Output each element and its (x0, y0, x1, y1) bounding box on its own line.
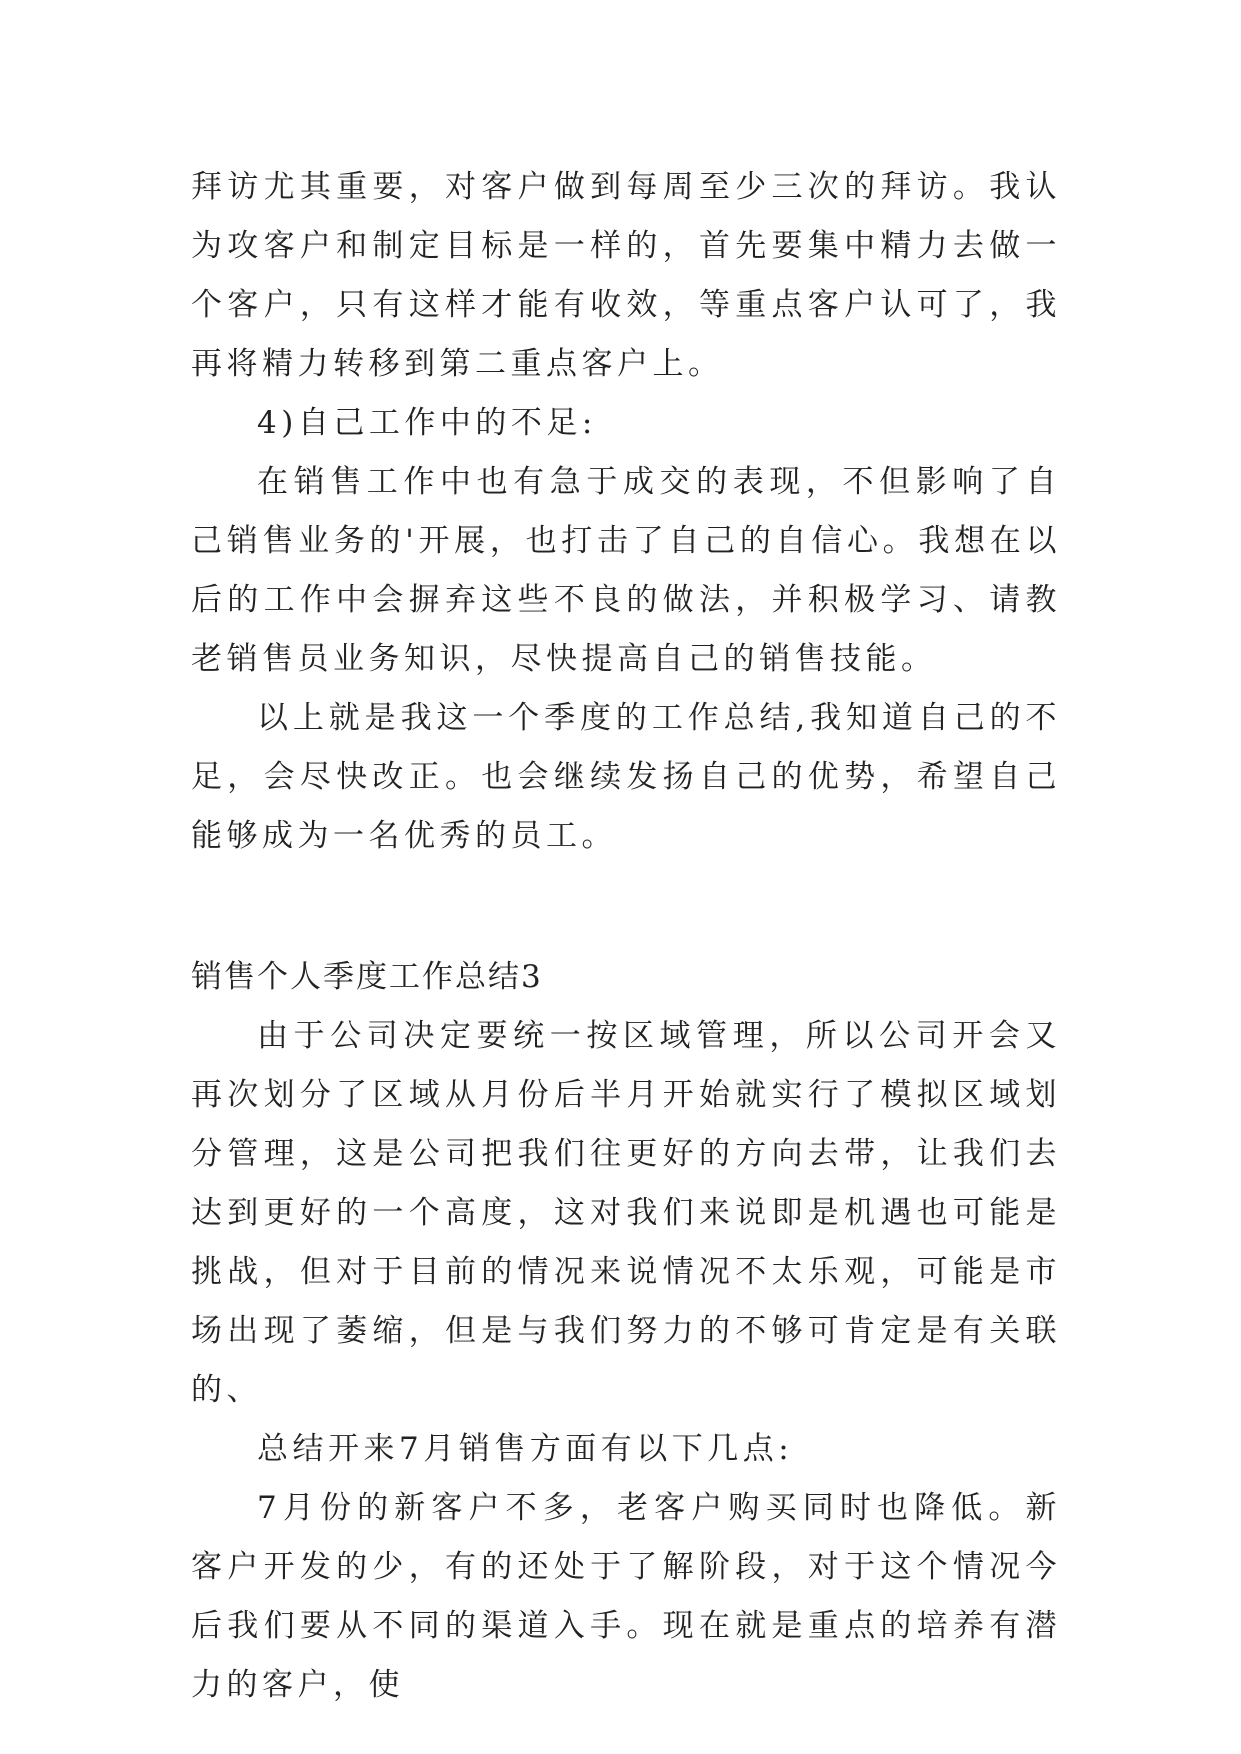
paragraph-visit-importance: 拜访尤其重要，对客户做到每周至少三次的拜访。我认为攻客户和制定目标是一样的，首先要集中精力去做一个客户，只有这样才能有收效，等重点客户认可了，我再将精力转移到第二重点客户上。 (191, 169, 1061, 382)
paragraph-shortcomings: 在销售工作中也有急于成交的表现，不但影响了自己销售业务的'开展，也打击了自己的自信心。我想在以后的工作中会摒弃这些不良的做法，并积极学习、请教老销售员业务知识，尽快提高自己的销售技能。 (191, 464, 1061, 677)
paragraph-regional-management: 由于公司决定要统一按区域管理，所以公司开会又再次划分了区域从月份后半月开始就实行了模拟区域划分管理，这是公司把我们往更好的方向去带，让我们去达到更好的一个高度，这对我们来说即是机遇也可能是挑战，但对于目前的情况来说情况不太乐观，可能是市场出现了萎缩，但是与我们努力的不够可肯定是有关联的、 (191, 1018, 1061, 1408)
paragraph-july-new-customers: 7月份的新客户不多，老客户购买同时也降低。新客户开发的少，有的还处于了解阶段，对于这个情况今后我们要从不同的渠道入手。现在就是重点的培养有潜力的客户，使 (191, 1490, 1061, 1703)
paragraph-july-summary-intro: 总结开来7月销售方面有以下几点: (257, 1431, 794, 1467)
paragraph-shortcomings-heading: 4)自己工作中的不足: (257, 405, 597, 441)
document-body (191, 158, 1061, 1715)
section-heading: 销售个人季度工作总结3 (191, 959, 543, 995)
paragraph-conclusion: 以上就是我这一个季度的工作总结,我知道自己的不足，会尽快改正。也会继续发扬自己的优势，希望自己能够成为一名优秀的员工。 (191, 700, 1061, 854)
